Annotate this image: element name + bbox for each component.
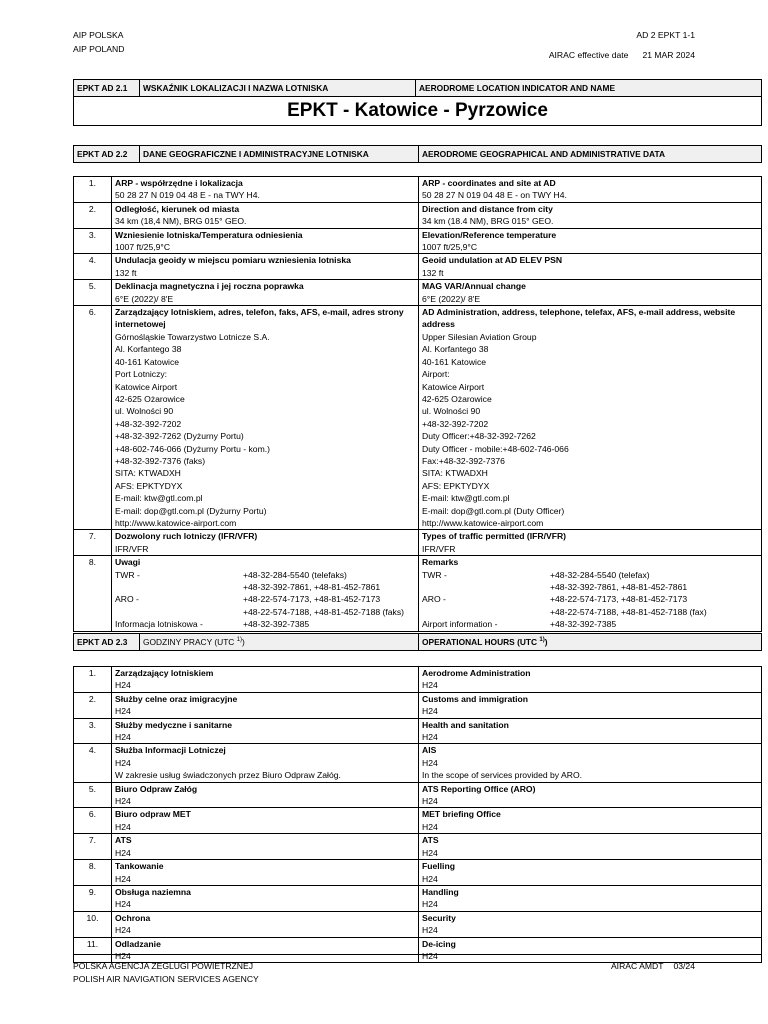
item-value-pl: Górnośląskie Towarzystwo Lotnicze S.A. bbox=[115, 331, 270, 342]
section-code: EPKT AD 2.3 bbox=[74, 634, 140, 651]
footer-agency-pl: POLSKA AGENCJA ŻEGLUGI POWIETRZNEJ bbox=[73, 961, 254, 971]
cell-pl bbox=[112, 177, 419, 203]
item-title-en: Aerodrome Administration bbox=[422, 668, 531, 678]
item-title-pl: Zarządzający lotniskiem, adres, telefon, faks, AFS, e-mail, adres strony internetowej bbox=[115, 307, 404, 330]
item-value-en: H24 bbox=[422, 950, 438, 961]
remarks-service bbox=[422, 581, 550, 593]
remarks-phone: +48-22-574-7173, +48-81-452-7173 bbox=[243, 594, 381, 605]
effective-date-label: AIRAC effective date bbox=[548, 50, 629, 60]
item-value-en: SITA: KTWADXH bbox=[422, 468, 488, 479]
effective-date-value: 21 MAR 2024 bbox=[642, 50, 695, 60]
cell-pl bbox=[112, 808, 419, 834]
item-value-pl: H24 bbox=[115, 796, 131, 807]
remarks-service: ARO - bbox=[115, 594, 139, 605]
cell-en bbox=[419, 202, 762, 228]
item-value-en: H24 bbox=[422, 796, 438, 807]
cell-pl bbox=[112, 530, 419, 556]
item-value-pl: H24 bbox=[115, 873, 131, 884]
item-value-pl: AFS: EPKTYDYX bbox=[115, 480, 183, 491]
cell-pl bbox=[112, 202, 419, 228]
item-title-en: MET briefing Office bbox=[422, 809, 501, 820]
item-value-en: E-mail: dop@gtl.com.pl (Duty Officer) bbox=[422, 505, 565, 516]
item-title-en: ATS Reporting Office (ARO) bbox=[422, 783, 536, 794]
item-title-pl: Obsługa naziemna bbox=[115, 886, 191, 897]
item-value-en: Upper Silesian Aviation Group bbox=[422, 331, 537, 342]
remarks-pl bbox=[112, 556, 419, 631]
item-title-pl: Służby celne oraz imigracyjne bbox=[115, 693, 238, 704]
item-value-pl: H24 bbox=[115, 925, 131, 936]
page-header-right bbox=[549, 28, 695, 62]
item-value-pl: E-mail: ktw@gtl.com.pl bbox=[115, 493, 203, 504]
footer-agency-en: POLISH AIR NAVIGATION SERVICES AGENCY bbox=[73, 974, 259, 984]
item-value-pl: 1007 ft/25,9°C bbox=[115, 242, 171, 253]
remarks-service bbox=[115, 581, 243, 593]
row-number: 8. bbox=[74, 556, 112, 631]
table-row bbox=[74, 202, 762, 228]
section-code: EPKT AD 2.2 bbox=[74, 146, 140, 163]
section-2-2-header bbox=[74, 146, 762, 163]
table-row bbox=[74, 306, 762, 530]
remarks-phone: +48-32-284-5540 (telefax) bbox=[550, 569, 650, 580]
remarks-service: TWR - bbox=[422, 569, 447, 580]
item-value-pl: H24 bbox=[115, 706, 131, 717]
table-row bbox=[74, 744, 762, 782]
header-aip-polska: AIP POLSKA bbox=[73, 30, 124, 40]
item-title-pl: Biuro Odpraw Załóg bbox=[115, 783, 198, 794]
footnote-ref: 1) bbox=[236, 637, 243, 643]
item-title-en: ARP - coordinates and site at AD bbox=[422, 178, 556, 188]
cell-en bbox=[419, 808, 762, 834]
item-value-pl: 6°E (2022)/ 8'E bbox=[115, 293, 174, 304]
page-footer-right bbox=[611, 960, 695, 972]
cell-pl bbox=[112, 718, 419, 744]
cell-en bbox=[419, 860, 762, 886]
section-title-pl bbox=[140, 634, 419, 651]
item-value-en: In the scope of services provided by ARO. bbox=[422, 770, 583, 781]
item-value-pl: +48-602-746-066 (Dyżurny Portu - kom.) bbox=[115, 443, 270, 454]
item-title-pl: Służba Informacji Lotniczej bbox=[115, 745, 226, 756]
remarks-service: ARO - bbox=[422, 594, 446, 605]
item-value-en: Airport: bbox=[422, 369, 450, 380]
page-footer-left bbox=[73, 960, 259, 986]
item-title-pl: Zarządzający lotniskiem bbox=[115, 668, 214, 678]
item-value-pl: H24 bbox=[115, 732, 131, 743]
remarks-title-en: Remarks bbox=[422, 557, 459, 568]
cell-pl bbox=[112, 834, 419, 860]
item-value-en: http://www.katowice-airport.com bbox=[422, 517, 544, 528]
item-title-pl: Undulacja geoidy w miejscu pomiaru wzniesienia lotniska bbox=[115, 255, 351, 266]
item-value-pl: +48-32-392-7376 (faks) bbox=[115, 455, 206, 466]
cell-pl bbox=[112, 937, 419, 963]
item-value-pl: H24 bbox=[115, 847, 131, 858]
remarks-phone: +48-32-392-7385 bbox=[243, 619, 310, 630]
section-2-2-table bbox=[73, 176, 762, 632]
hours-title-en: OPERATIONAL HOURS (UTC bbox=[422, 636, 540, 647]
remarks-phone: +48-22-574-7188, +48-81-452-7188 (faks) bbox=[243, 606, 405, 617]
paren-close: ) bbox=[544, 636, 548, 647]
cell-pl bbox=[112, 911, 419, 937]
section-2-1-header bbox=[74, 80, 762, 97]
table-row bbox=[74, 280, 762, 306]
row-number: 7. bbox=[74, 530, 112, 556]
section-code: EPKT AD 2.1 bbox=[74, 80, 140, 97]
cell-en bbox=[419, 667, 762, 693]
item-value-pl: E-mail: dop@gtl.com.pl (Dyżurny Portu) bbox=[115, 505, 267, 516]
item-title-en: Security bbox=[422, 912, 456, 923]
remarks-phone: +48-22-574-7173, +48-81-452-7173 bbox=[550, 594, 688, 605]
item-value-en: H24 bbox=[422, 873, 438, 884]
remarks-line bbox=[115, 606, 415, 618]
row-number: 5. bbox=[74, 782, 112, 808]
cell-en bbox=[419, 937, 762, 963]
item-title-pl: Odladzanie bbox=[115, 938, 161, 949]
item-value-en: ul. Wolności 90 bbox=[422, 406, 481, 417]
item-value-pl: 132 ft bbox=[115, 267, 137, 278]
footer-divider bbox=[73, 954, 762, 955]
paren-close: ) bbox=[242, 636, 245, 647]
item-value-pl: 34 km (18,4 NM), BRG 015° GEO. bbox=[115, 216, 247, 227]
item-value-pl: SITA: KTWADXH bbox=[115, 468, 181, 479]
remarks-line bbox=[115, 569, 415, 581]
row-number: 4. bbox=[74, 254, 112, 280]
item-value-en: H24 bbox=[422, 899, 438, 910]
item-value-pl: W zakresie usług świadczonych przez Biuro Odpraw Załóg. bbox=[115, 770, 341, 781]
table-row bbox=[74, 911, 762, 937]
item-title-pl: Wzniesienie lotniska/Temperatura odniesienia bbox=[115, 229, 303, 240]
row-number: 8. bbox=[74, 860, 112, 886]
table-row bbox=[74, 254, 762, 280]
remarks-row bbox=[74, 556, 762, 631]
section-title-en: AERODROME GEOGRAPHICAL AND ADMINISTRATIVE DATA bbox=[419, 146, 762, 163]
row-number: 6. bbox=[74, 306, 112, 530]
table-row bbox=[74, 530, 762, 556]
item-value-en: H24 bbox=[422, 680, 438, 691]
item-value-en: 40-161 Katowice bbox=[422, 356, 487, 367]
row-number: 5. bbox=[74, 280, 112, 306]
item-title-pl: Biuro odpraw MET bbox=[115, 809, 191, 820]
item-value-en: 1007 ft/25,9°C bbox=[422, 242, 478, 253]
item-value-pl: 50 28 27 N 019 04 48 E - na TWY H4. bbox=[115, 190, 260, 201]
aerodrome-title-row bbox=[74, 97, 762, 126]
item-title-en: AIS bbox=[422, 745, 437, 756]
item-title-pl: Deklinacja magnetyczna i jej roczna poprawka bbox=[115, 281, 304, 292]
item-title-pl: ATS bbox=[115, 835, 132, 846]
cell-en bbox=[419, 692, 762, 718]
item-value-en: IFR/VFR bbox=[422, 543, 456, 554]
header-page-id: AD 2 EPKT 1-1 bbox=[636, 30, 695, 40]
item-value-en: H24 bbox=[422, 821, 438, 832]
item-value-pl: H24 bbox=[115, 899, 131, 910]
remarks-service bbox=[422, 606, 550, 618]
item-value-pl: +48-32-392-7262 (Dyżurny Portu) bbox=[115, 431, 244, 442]
remarks-line bbox=[422, 593, 758, 605]
item-value-en: AFS: EPKTYDYX bbox=[422, 480, 490, 491]
header-aip-poland: AIP POLAND bbox=[73, 44, 125, 54]
amdt-label: AIRAC AMDT bbox=[610, 961, 664, 971]
row-number: 9. bbox=[74, 885, 112, 911]
item-value-en: Fax:+48-32-392-7376 bbox=[422, 455, 505, 466]
item-value-en: 6°E (2022)/ 8'E bbox=[422, 293, 481, 304]
cell-en bbox=[419, 885, 762, 911]
item-value-pl: ul. Wolności 90 bbox=[115, 406, 174, 417]
item-title-pl: Ochrona bbox=[115, 912, 151, 923]
remarks-line bbox=[115, 581, 415, 593]
item-value-pl: http://www.katowice-airport.com bbox=[115, 517, 237, 528]
item-title-en: Health and sanitation bbox=[422, 719, 509, 730]
section-title-pl: WSKAŹNIK LOKALIZACJI I NAZWA LOTNISKA bbox=[140, 80, 416, 97]
remarks-service: Informacja lotniskowa - bbox=[115, 619, 203, 630]
section-title-pl: DANE GEOGRAFICZNE I ADMINISTRACYJNE LOTNISKA bbox=[140, 146, 419, 163]
item-title-en: Handling bbox=[422, 886, 459, 897]
item-value-pl: IFR/VFR bbox=[115, 543, 149, 554]
cell-pl bbox=[112, 860, 419, 886]
row-number: 11. bbox=[74, 937, 112, 963]
table-row bbox=[74, 718, 762, 744]
cell-en bbox=[419, 530, 762, 556]
item-title-en: MAG VAR/Annual change bbox=[422, 281, 526, 292]
item-value-en: E-mail: ktw@gtl.com.pl bbox=[422, 493, 510, 504]
row-number: 4. bbox=[74, 744, 112, 782]
section-title-en: AERODROME LOCATION INDICATOR AND NAME bbox=[416, 80, 762, 97]
cell-en bbox=[419, 254, 762, 280]
item-value-en: Katowice Airport bbox=[422, 381, 485, 392]
item-value-en: Al. Korfantego 38 bbox=[422, 344, 489, 355]
item-value-pl: Katowice Airport bbox=[115, 381, 178, 392]
table-row bbox=[74, 782, 762, 808]
row-number: 3. bbox=[74, 718, 112, 744]
remarks-en bbox=[419, 556, 762, 631]
cell-pl bbox=[112, 306, 419, 530]
cell-pl bbox=[112, 228, 419, 254]
remarks-service: Airport information - bbox=[422, 619, 498, 630]
aerodrome-name: EPKT - Katowice - Pyrzowice bbox=[74, 97, 762, 126]
cell-en bbox=[419, 744, 762, 782]
remarks-line bbox=[422, 606, 758, 618]
row-number: 1. bbox=[74, 667, 112, 693]
section-2-3-header bbox=[74, 634, 762, 651]
section-2-2-header-table bbox=[73, 145, 762, 163]
item-value-pl: Al. Korfantego 38 bbox=[115, 344, 182, 355]
row-number: 2. bbox=[74, 692, 112, 718]
remarks-line bbox=[422, 569, 758, 581]
item-title-en: Types of traffic permitted (IFR/VFR) bbox=[422, 531, 567, 542]
row-number: 6. bbox=[74, 808, 112, 834]
item-value-pl: +48-32-392-7202 bbox=[115, 418, 182, 429]
cell-pl bbox=[112, 885, 419, 911]
remarks-phone: +48-22-574-7188, +48-81-452-7188 (fax) bbox=[550, 606, 707, 617]
item-value-en: 132 ft bbox=[422, 267, 444, 278]
item-title-en: Geoid undulation at AD ELEV PSN bbox=[422, 255, 563, 266]
item-title-pl: Dozwolony ruch lotniczy (IFR/VFR) bbox=[115, 531, 258, 542]
cell-pl bbox=[112, 692, 419, 718]
cell-pl bbox=[112, 667, 419, 693]
section-title-en bbox=[419, 634, 762, 651]
item-value-en: H24 bbox=[422, 706, 438, 717]
item-title-pl: Tankowanie bbox=[115, 861, 164, 872]
item-title-en: De-icing bbox=[422, 938, 456, 949]
remarks-phone: +48-32-392-7861, +48-81-452-7861 bbox=[243, 582, 381, 592]
cell-pl bbox=[112, 744, 419, 782]
item-value-en: H24 bbox=[422, 847, 438, 858]
remarks-service: TWR - bbox=[115, 569, 140, 580]
remarks-service bbox=[115, 606, 243, 618]
footnote-ref: 1) bbox=[539, 637, 545, 643]
table-row bbox=[74, 667, 762, 693]
cell-en bbox=[419, 911, 762, 937]
item-value-pl: H24 bbox=[115, 950, 131, 961]
item-value-en: Duty Officer - mobile:+48-602-746-066 bbox=[422, 443, 569, 454]
row-number: 1. bbox=[74, 177, 112, 203]
hours-title-pl: GODZINY PRACY (UTC bbox=[143, 636, 237, 647]
item-title-pl: Służby medyczne i sanitarne bbox=[115, 719, 233, 730]
table-row bbox=[74, 808, 762, 834]
section-2-1-table bbox=[73, 79, 762, 126]
item-value-en: 42-625 Ożarowice bbox=[422, 393, 492, 404]
cell-pl bbox=[112, 254, 419, 280]
item-title-en: ATS bbox=[422, 835, 439, 846]
item-value-pl: 42-625 Ożarowice bbox=[115, 393, 185, 404]
remarks-phone: +48-32-284-5540 (telefaks) bbox=[243, 569, 347, 580]
item-title-en: Fuelling bbox=[422, 861, 455, 872]
table-row bbox=[74, 228, 762, 254]
cell-en bbox=[419, 228, 762, 254]
item-value-en: Duty Officer:+48-32-392-7262 bbox=[422, 431, 536, 442]
table-row bbox=[74, 834, 762, 860]
item-value-pl: Port Lotniczy: bbox=[115, 369, 168, 380]
cell-en bbox=[419, 834, 762, 860]
cell-pl bbox=[112, 782, 419, 808]
remarks-title-pl: Uwagi bbox=[115, 557, 141, 568]
remarks-phone: +48-32-392-7861, +48-81-452-7861 bbox=[550, 582, 688, 592]
cell-pl bbox=[112, 280, 419, 306]
header-effective-date bbox=[549, 48, 695, 62]
item-title-en: Customs and immigration bbox=[422, 693, 528, 704]
item-title-en: Direction and distance from city bbox=[422, 203, 553, 214]
row-number: 10. bbox=[74, 911, 112, 937]
table-row bbox=[74, 885, 762, 911]
table-row bbox=[74, 692, 762, 718]
amdt-number: 03/24 bbox=[673, 961, 695, 971]
row-number: 7. bbox=[74, 834, 112, 860]
section-2-3-table bbox=[73, 666, 762, 963]
remarks-line bbox=[115, 618, 415, 630]
remarks-line bbox=[422, 618, 758, 630]
item-value-pl: H24 bbox=[115, 821, 131, 832]
remarks-line bbox=[422, 581, 758, 593]
item-title-pl: Odległość, kierunek od miasta bbox=[115, 203, 240, 214]
item-value-en: H24 bbox=[422, 925, 438, 936]
cell-en bbox=[419, 782, 762, 808]
remarks-line bbox=[115, 593, 415, 605]
remarks-phone: +48-32-392-7385 bbox=[550, 619, 617, 630]
page-header-left bbox=[73, 28, 124, 56]
cell-en bbox=[419, 718, 762, 744]
section-2-3-header-table bbox=[73, 633, 762, 651]
item-value-pl: H24 bbox=[115, 757, 131, 768]
table-row bbox=[74, 860, 762, 886]
cell-en bbox=[419, 280, 762, 306]
table-row bbox=[74, 937, 762, 963]
cell-en bbox=[419, 306, 762, 530]
item-title-en: Elevation/Reference temperature bbox=[422, 229, 557, 240]
table-row bbox=[74, 177, 762, 203]
cell-en bbox=[419, 177, 762, 203]
row-number: 3. bbox=[74, 228, 112, 254]
item-value-pl: H24 bbox=[115, 680, 131, 691]
item-value-en: H24 bbox=[422, 757, 438, 768]
item-title-pl: ARP - współrzędne i lokalizacja bbox=[115, 178, 243, 188]
item-value-en: +48-32-392-7202 bbox=[422, 418, 489, 429]
row-number: 2. bbox=[74, 202, 112, 228]
item-value-en: H24 bbox=[422, 732, 438, 743]
item-value-en: 34 km (18.4 NM), BRG 015° GEO. bbox=[422, 216, 554, 227]
item-title-en: AD Administration, address, telephone, telefax, AFS, e-mail address, website address bbox=[422, 307, 736, 330]
item-value-pl: 40-161 Katowice bbox=[115, 356, 180, 367]
item-value-en: 50 28 27 N 019 04 48 E - on TWY H4. bbox=[422, 190, 567, 201]
